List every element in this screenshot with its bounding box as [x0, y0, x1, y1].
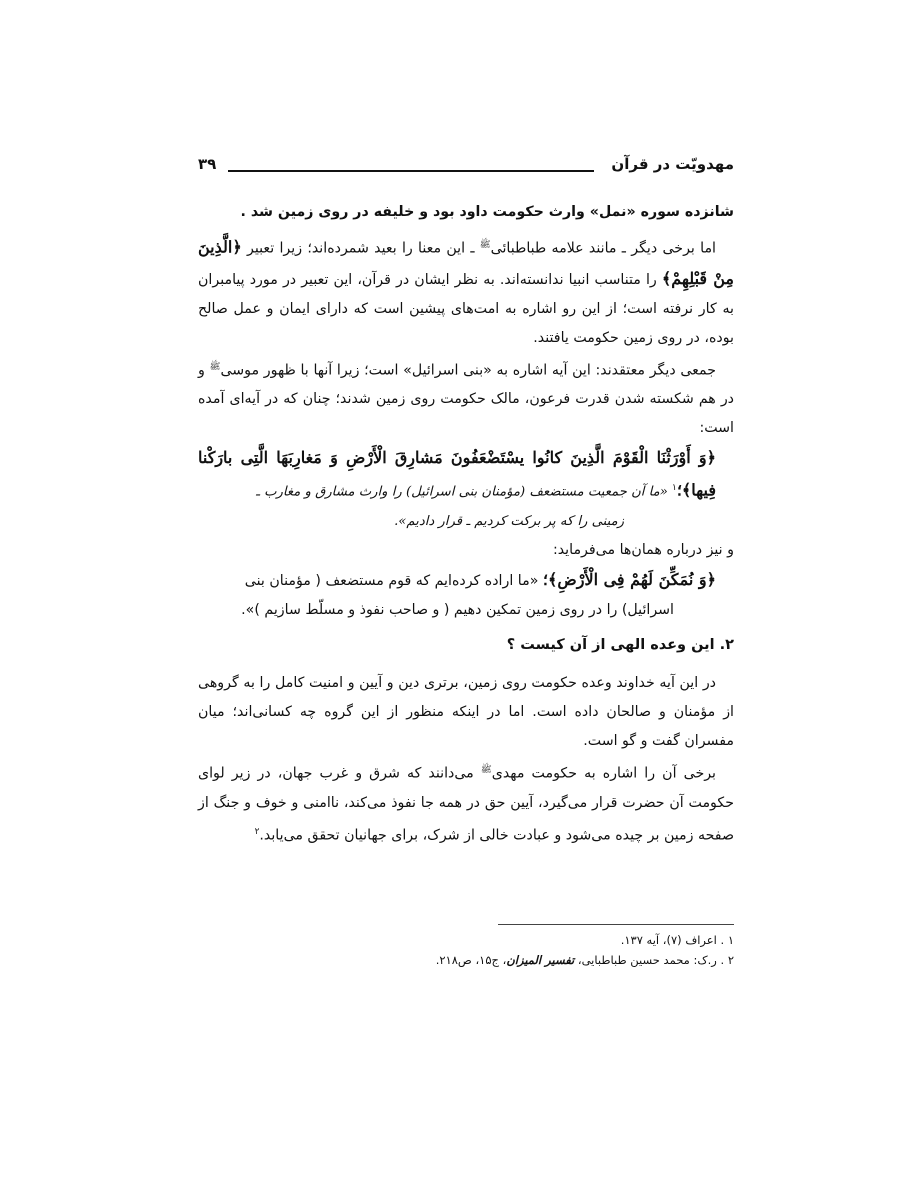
section-heading-2: ۲. این وعده الهی از آن کیست ؟ [506, 637, 734, 654]
quran-verse-1: ﴿وَ أَوْرَثْنَا الْقَوْمَ الَّذِینَ كانُوا يسْتَضْعَفُونَ مَشارِقَ الْأَرْضِ وَ مَغارِبَهَا الَّتِی بارَكْنا فِيها﴾؛ [198, 448, 716, 501]
paragraph-2-text-b: ـ این معنا را بعید شمرده‌اند؛ زیرا تعبیر [241, 240, 480, 257]
honorific-mark-1: ﷺ [479, 240, 491, 250]
footnotes [198, 930, 734, 970]
footnote-2 [198, 950, 734, 970]
footnote-ref-2: ۲ [254, 826, 260, 837]
verse-1-translation: «ما آن جمعیت مستضعف (مؤمنان بنی اسرائیل) را وارث مشارق و مغارب ـ [256, 485, 672, 501]
book-title: مهدویّت در قرآن [611, 155, 734, 173]
paragraph-6-text-b: می‌دانند که شرق و غرب جهان، در زیر لوای حکومت آن حضرت قرار می‌گیرد، آیین حق در همه جا نفوذ می‌کند، ناامنی و خوف و جنگ از صفحه زمین بر چیده می‌شود و عبادت خالی از شرک، برای جهانیان تحقق می‌یابد. [198, 765, 734, 844]
footnote-rule [498, 924, 734, 925]
paragraph-1: شانزده سوره «نمل» وارث حکومت داود بود و خلیفه در روی زمین شد . [240, 204, 734, 220]
footnote-2-text-a: ۲ . ر.ک: محمد حسین طباطبایی، [574, 953, 734, 967]
footnote-1: ۱ . اعراف (۷)، آیه ۱۳۷. [620, 933, 734, 947]
running-header [198, 153, 734, 183]
paragraph-4: و نیز درباره همان‌ها می‌فرماید: [552, 542, 734, 559]
paragraph-6-text-a: برخی آن را اشاره به حکومت مهدی [491, 765, 716, 782]
paragraph-3 [198, 353, 734, 444]
verse-1-block [198, 443, 734, 507]
main-text [198, 198, 734, 851]
paragraph-3-text-b: و در هم شکسته شدن قدرت فرعون، مالک حکومت روی زمین شدند؛ چنان که در آیه‌ای آمده است: [198, 362, 734, 437]
header-rule [228, 170, 594, 172]
paragraph-2-text-a: اما برخی دیگر ـ مانند علامه طباطبائی [490, 240, 716, 257]
paragraph-2 [198, 231, 734, 353]
paragraph-3-text-a: جمعی دیگر معتقدند: این آیه اشاره به «بنی اسرائیل» است؛ زیرا آنها با ظهور موسی [220, 362, 716, 379]
quran-phrase-1: ﴿الَّذِینَ مِنْ قَبْلِهِمْ﴾ [198, 237, 734, 288]
verse-2-translation: «ما اراده کرده‌ایم که قوم مستضعف ( مؤمنان بنی [244, 573, 543, 590]
verse-2-translation-cont: اسرائیل) را در روی زمین تمکین دهیم ( و صاحب نفوذ و مسلّط سازیم )». [241, 602, 674, 619]
footnote-2-book-title: تفسیر المیزان [506, 953, 575, 967]
page-number: ۳۹ [198, 155, 217, 173]
honorific-mark-2: ﷺ [209, 361, 221, 372]
honorific-mark-3: ﷺ [480, 765, 492, 776]
paragraph-6 [198, 756, 734, 850]
paragraph-2-text-c: را متناسب انبیا ندانسته‌اند. به نظر ایشان در قرآن، این تعبیر در مورد پیامبران به کار نرفته است؛ از این رو اشاره به امت‌های پیشین است که دارای ایمان و عمل صالح بوده، در روی زمین حکومت یافتند. [198, 271, 734, 346]
verse-1-translation-cont: زمینی را که پر برکت کردیم ـ قرار دادیم». [394, 514, 624, 530]
footnote-ref-1: ۱ [671, 483, 677, 494]
verse-2-block [198, 565, 734, 596]
quran-verse-2: ﴿وَ نُمَكِّنَ لَهُمْ فِی الْأَرْضِ﴾؛ [542, 570, 716, 590]
footnote-2-text-c: ، ج۱۵، ص۲۱۸. [435, 953, 507, 967]
paragraph-5: در این آیه خداوند وعده حکومت روی زمین، برتری دین و آیین و امنیت کامل را به گروهی از مؤمنان و صالحان داده است. اما در اینکه منظور از این گروه چه کسانی‌اند؛ میان مفسران گفت و گو است. [198, 675, 734, 750]
